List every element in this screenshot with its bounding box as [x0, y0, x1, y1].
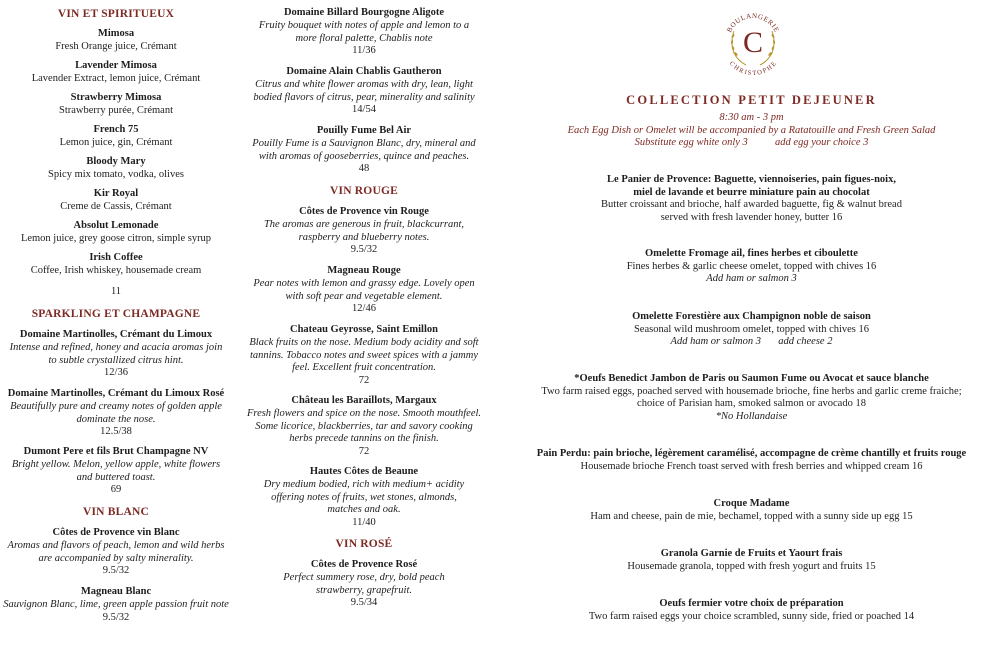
item-price: 9.5/32	[102, 611, 130, 623]
item-price: 12/36	[104, 367, 128, 379]
item-desc: The aromas are generous in fruit, blackcurrant,	[263, 218, 465, 230]
menu-item	[0, 329, 232, 380]
menu-item	[0, 252, 232, 278]
item-price: 11	[110, 286, 122, 297]
item-name: Strawberry Mimosa	[70, 92, 162, 103]
dish-name: Croque Madame	[713, 498, 790, 509]
item-name: Irish Coffee	[89, 252, 143, 263]
dish-desc: Fines herbes & garlic cheese omelet, topped with chives 16	[626, 260, 877, 272]
item-desc: with aromas of gooseberries, quince and peaches.	[258, 150, 470, 162]
menu-item	[0, 188, 232, 214]
item-name: Château les Baraillots, Margaux	[291, 395, 437, 406]
dish-desc: Butter croissant and brioche, half awarded baguette, fig & walnut bread	[601, 199, 902, 210]
item-price: 9.5/32	[102, 565, 130, 577]
item-name: French 75	[93, 124, 139, 135]
dish-omelette-forestiere	[505, 311, 998, 349]
item-desc: Perfect summery rose, dry, bold peach	[283, 571, 445, 583]
item-name: Domaine Martinolles, Crémant du Limoux	[19, 329, 213, 340]
item-name: Côtes de Provence vin Blanc	[52, 527, 180, 538]
item-desc: Pouilly Fume is a Sauvignon Blanc, dry, mineral and	[252, 137, 476, 149]
dish-oeufs-fermier	[505, 598, 998, 623]
item-desc: strawberry, grapefruit.	[316, 584, 412, 596]
logo-letter: C	[742, 26, 764, 59]
menu-item	[0, 28, 232, 54]
section-title-vin-rouge: VIN ROUGE	[330, 185, 398, 197]
item-desc: are accompanied by salty minerality.	[38, 552, 194, 564]
accompaniment-note: Each Egg Dish or Omelet will be accompanied by a Ratatouille and Fresh Green Salad	[567, 124, 936, 136]
item-price: 12/46	[352, 303, 376, 315]
item-desc: Lemon juice, gin, Crémant	[59, 136, 173, 148]
item-desc: Bright yellow. Melon, yellow apple, white flowers	[11, 458, 221, 470]
dish-desc: Two farm raised eggs, poached served with housemade brioche, fine herbs and garlic creme fraiche;	[541, 385, 962, 397]
dish-pain-perdu	[505, 448, 998, 473]
section-title-vin-blanc: VIN BLANC	[82, 506, 150, 518]
item-desc: more floral palette, Chablis note	[295, 32, 433, 44]
dish-name: Pain Perdu: pain brioche, légèrement caramélisé, accompagne de crème chantilly et fruits rouge	[536, 448, 967, 459]
logo-bottom-text: CHRISTOPHE	[727, 60, 779, 75]
menu-item	[0, 220, 232, 246]
dish-name: miel de lavande et beurre miniature pain au chocolat	[633, 186, 870, 198]
item-desc: Aromas and flavors of peach, lemon and wild herbs	[7, 539, 225, 551]
menu-item	[0, 124, 232, 150]
item-desc: bodied flavors of citrus, pear, minerality and salinity	[253, 91, 475, 103]
item-desc: Sauvignon Blanc, lime, green apple passion fruit note	[3, 598, 229, 610]
addon-ham-salmon: Add ham or salmon 3	[670, 336, 761, 347]
menu-item	[240, 265, 488, 316]
item-desc: Fresh Orange juice, Crémant	[55, 40, 177, 52]
item-desc: Lavender Extract, lemon juice, Crémant	[31, 72, 201, 84]
dish-granola	[505, 548, 998, 573]
dish-name: Omelette Forestière aux Champignon noble de saison	[632, 311, 871, 322]
item-name: Côtes de Provence Rosé	[310, 559, 418, 570]
logo-top-text: BOULANGERIE	[725, 11, 781, 34]
item-desc: herbs precede tannins on the finish.	[289, 433, 439, 445]
dish-note: *No Hollandaise	[715, 410, 788, 422]
item-price: 12.5/38	[100, 426, 132, 438]
menu-item	[240, 466, 488, 530]
item-desc: tannins. Tobacco notes and sweet spices with a jammy	[250, 349, 478, 361]
item-desc: and buttered toast.	[76, 471, 156, 483]
substitute-egg-white: Substitute egg white only 3	[634, 137, 748, 148]
dish-croque-madame	[505, 498, 998, 523]
item-name: Dumont Pere et fils Brut Champagne NV	[23, 446, 209, 457]
dish-name: Omelette Fromage ail, fines herbes et ciboulette	[645, 248, 858, 259]
dish-oeufs-benedict	[505, 373, 998, 423]
dish-panier-de-provence	[505, 174, 998, 224]
dish-desc: Ham and cheese, pain de mie, bechamel, topped with a sunny side up egg 15	[590, 510, 913, 522]
dish-addon: Add ham or salmon 3	[706, 273, 797, 284]
item-price: 69	[110, 484, 122, 496]
item-name: Magneau Rouge	[327, 265, 401, 276]
item-name: Bloody Mary	[86, 156, 146, 167]
item-name: Domaine Martinolles, Crémant du Limoux Rosé	[7, 388, 225, 399]
item-price: 72	[358, 446, 370, 458]
item-desc: offering notes of fruits, wet stones, almonds,	[271, 491, 457, 503]
item-name: Pouilly Fume Bel Air	[316, 125, 412, 136]
item-desc: Intense and refined, honey and acacia aromas join	[9, 341, 223, 353]
svg-text:CHRISTOPHE	[728, 60, 778, 75]
item-price: 14/54	[352, 104, 376, 116]
addon-cheese: add cheese 2	[778, 336, 833, 347]
dish-desc: served with fresh lavender honey, butter 16	[660, 211, 843, 223]
item-price: 11/40	[352, 517, 376, 529]
boulangerie-christophe-logo	[720, 9, 786, 75]
item-price: 48	[358, 163, 370, 175]
menu-item	[240, 66, 488, 117]
item-desc: Dry medium bodied, rich with medium+ acidity	[263, 478, 465, 490]
dish-addon	[505, 336, 998, 349]
menu-item	[240, 395, 488, 459]
hours-text: 8:30 am - 3 pm	[719, 112, 784, 123]
dish-desc: Housemade brioche French toast served with fresh berries and whipped cream 16	[580, 460, 923, 472]
dish-name: *Oeufs Benedict Jambon de Paris ou Saumon Fume ou Avocat et sauce blanche	[574, 373, 929, 384]
menu-item	[0, 92, 232, 118]
dish-desc: Two farm raised eggs your choice scrambled, sunny side, fried or poached 14	[588, 610, 915, 622]
item-name: Lavender Mimosa	[75, 60, 157, 71]
item-name: Domaine Alain Chablis Gautheron	[286, 66, 442, 77]
item-name: Absolut Lemonade	[73, 220, 159, 231]
page-title: COLLECTION PETIT DEJEUNER	[626, 93, 877, 107]
item-desc: Some licorice, blackberries, tar and savory cooking	[255, 420, 473, 432]
dish-desc: Housemade granola, topped with fresh yogurt and fruits 15	[627, 560, 876, 572]
item-price: 11/36	[352, 45, 376, 57]
item-desc: Coffee, Irish whiskey, housemade cream	[30, 264, 202, 276]
item-name: Chateau Geyrosse, Saint Emillon	[290, 324, 438, 335]
section-title-vin-rose: VIN ROSÉ	[335, 538, 393, 550]
item-name: Mimosa	[97, 28, 135, 39]
menu-item	[240, 324, 488, 388]
item-desc: Strawberry purée, Crémant	[59, 104, 173, 116]
dish-name: Le Panier de Provence: Baguette, viennoiseries, pain figues-noix,	[607, 174, 896, 185]
menu-item	[0, 156, 232, 182]
item-desc: with soft pear and vegetable element.	[285, 290, 443, 302]
dish-omelette-fromage	[505, 248, 998, 286]
menu-item	[240, 125, 488, 176]
item-name: Kir Royal	[93, 188, 139, 199]
menu-item	[240, 559, 488, 610]
dish-name: Oeufs fermier votre choix de préparation	[659, 598, 844, 609]
menu-item	[0, 388, 232, 439]
dish-name: Granola Garnie de Fruits et Yaourt frais	[660, 548, 843, 559]
menu-item	[0, 527, 232, 578]
item-desc: Pear notes with lemon and grassy edge. Lovely open	[253, 277, 475, 289]
item-desc: feel. Excellent fruit concentration.	[292, 362, 436, 374]
item-desc: Fresh flowers and spice on the nose. Smooth mouthfeel.	[246, 407, 482, 419]
item-desc: to subtle crystallized citrus hint.	[48, 354, 184, 366]
item-name: Domaine Billard Bourgogne Aligote	[283, 7, 445, 18]
item-desc: Citrus and white flower aromas with dry, lean, light	[255, 78, 473, 90]
add-egg: add egg your choice 3	[775, 137, 869, 148]
item-desc: Black fruits on the nose. Medium body acidity and soft	[249, 336, 479, 348]
dish-desc: Seasonal wild mushroom omelet, topped with chives 16	[633, 323, 870, 335]
section-title-vin-spiritueux: VIN ET SPIRITUEUX	[57, 8, 175, 20]
item-price: 9.5/34	[350, 597, 378, 609]
menu-item	[0, 586, 232, 624]
section-title-sparkling: SPARKLING ET CHAMPAGNE	[31, 308, 201, 320]
item-name: Hautes Côtes de Beaune	[309, 466, 419, 477]
item-desc: matches and oak.	[327, 504, 401, 516]
item-name: Magneau Blanc	[80, 586, 152, 597]
item-desc: Spicy mix tomato, vodka, olives	[48, 168, 184, 180]
menu-item	[240, 7, 488, 58]
menu-item	[0, 446, 232, 497]
item-name: Côtes de Provence vin Rouge	[299, 206, 429, 217]
item-price: 72	[358, 375, 370, 387]
item-desc: raspberry and blueberry notes.	[298, 231, 430, 243]
menu-item	[0, 60, 232, 86]
item-desc: Creme de Cassis, Crémant	[60, 200, 172, 212]
item-desc: dominate the nose.	[76, 413, 156, 425]
item-desc: Fruity bouquet with notes of apple and lemon to a	[258, 19, 470, 31]
item-price: 9.5/32	[350, 244, 378, 256]
item-desc: Beautifully pure and creamy notes of golden apple	[10, 400, 222, 412]
substitution-note	[505, 137, 998, 150]
menu-item	[240, 206, 488, 257]
dish-desc: choice of Parisian ham, smoked salmon or avocado 18	[637, 398, 866, 409]
item-desc: Lemon juice, grey goose citron, simple syrup	[20, 232, 212, 244]
collection-info	[505, 112, 998, 150]
